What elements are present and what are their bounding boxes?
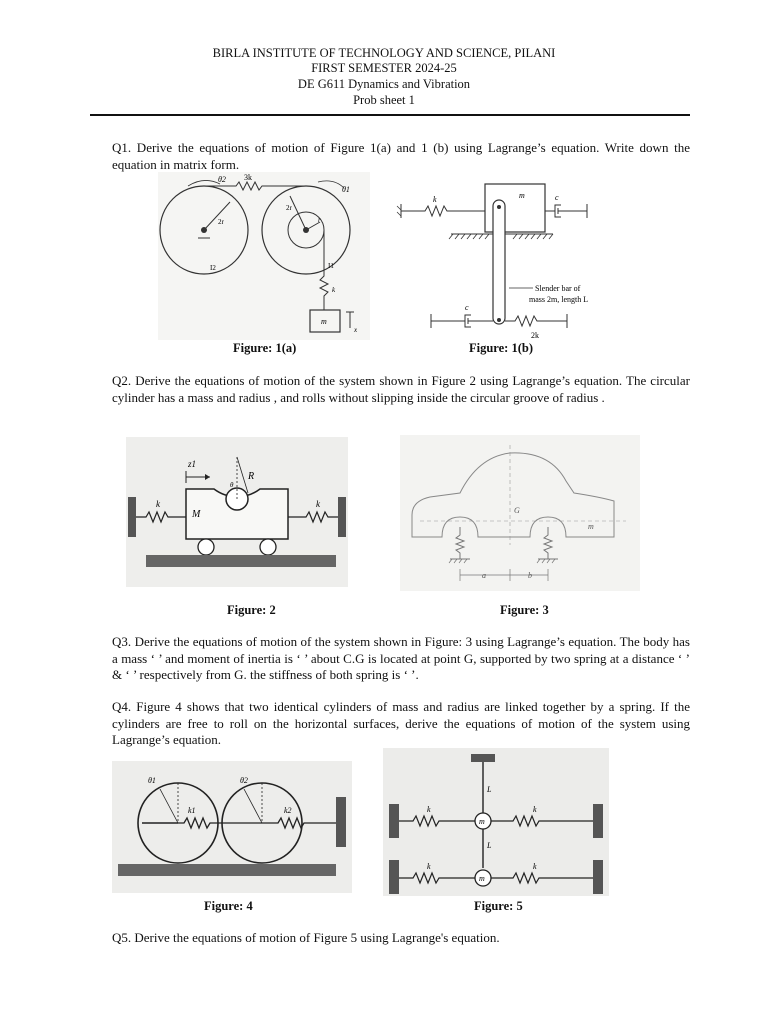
fig5-m-top: m (479, 817, 485, 826)
fig1a-radius-right: 2r (286, 204, 292, 212)
fig1a-x: x (354, 326, 358, 334)
fig4-theta1: θ1 (148, 776, 156, 785)
fig2-k-right: k (316, 499, 320, 509)
sheet-title: Prob sheet 1 (353, 93, 415, 107)
fig1a-k: k (332, 286, 336, 294)
question-4: Q4. Figure 4 shows that two identical cylinders of mass and radius are linked together by a spring. If the cylinders are free to roll on the horizontal surfaces, derive the equations of motion of the system using Lagrange’s equation. (112, 699, 690, 747)
figure-5 (383, 748, 609, 896)
fig3-m: m (588, 522, 594, 531)
fig2-z1: z1 (188, 459, 197, 469)
question-5: Q5. Derive the equations of motion of Figure 5 using Lagrange's equation. (112, 930, 500, 945)
fig5-L-mid: L (487, 841, 492, 850)
caption-figure-3: Figure: 3 (500, 603, 549, 617)
figure-1a (158, 172, 370, 340)
fig4-k2: k2 (284, 806, 292, 815)
fig1b-c-top: c (555, 193, 559, 202)
question-1: Q1. Derive the equations of motion of Figure 1(a) and 1 (b) using Lagrange’s equation. Write down the equation in matrix form. (112, 140, 690, 172)
fig5-k-upper-right: k (533, 805, 537, 814)
header-rule (90, 114, 690, 116)
fig5-k-lower-right: k (533, 862, 537, 871)
fig1a-I1: I1 (328, 262, 334, 270)
fig4-k1: k1 (188, 806, 196, 815)
fig1b-c-bottom: c (465, 303, 469, 312)
fig5-m-bottom: m (479, 874, 485, 883)
question-2: Q2. Derive the equations of motion of the system shown in Figure 2 using Lagrange’s equation. The circular cylinder has a mass and radius , and rolls without slipping inside the circular groove of radius . (112, 373, 690, 405)
question-3: Q3. Derive the equations of motion of the system shown in Figure: 3 using Lagrange’s equation. The body has a mass ‘ ’ and moment of inertia is ‘ ’ about C.G is located at point G, supported by two spring at a distance ‘ ’ & ‘ ’ respectively from G. the stiffness of both spring is ‘ ’. (112, 634, 690, 682)
fig1b-2k: 2k (531, 331, 539, 340)
fig1a-theta1: θ1 (342, 185, 350, 194)
caption-figure-2: Figure: 2 (227, 603, 276, 617)
caption-figure-1b: Figure: 1(b) (469, 341, 533, 355)
fig5-L-top: L (487, 785, 492, 794)
fig5-k-lower-left: k (427, 862, 431, 871)
fig4-theta2: θ2 (240, 776, 248, 785)
caption-figure-5: Figure: 5 (474, 899, 523, 913)
caption-figure-1a: Figure: 1(a) (233, 341, 297, 355)
fig5-k-upper-left: k (427, 805, 431, 814)
fig1a-theta2: θ2 (218, 175, 226, 184)
fig1b-bar-line1: Slender bar of (535, 284, 581, 293)
fig1a-I2: I2 (210, 264, 216, 272)
fig3-a: a (482, 571, 486, 580)
institute-name: BIRLA INSTITUTE OF TECHNOLOGY AND SCIENCE, PILANI (212, 46, 556, 60)
fig2-k-left: k (156, 499, 160, 509)
fig2-theta: θ (230, 481, 234, 489)
fig1a-spring-3k: 3k (244, 173, 252, 182)
fig1a-radius-left: 2r (218, 218, 224, 226)
semester-line: FIRST SEMESTER 2024-25 (311, 61, 457, 75)
fig3-G: G (514, 506, 520, 515)
fig1b-m: m (519, 191, 525, 200)
figure-2 (126, 437, 348, 587)
fig2-M: M (192, 509, 201, 520)
fig1b-bar-line2: mass 2m, length L (529, 295, 589, 304)
caption-figure-4: Figure: 4 (204, 899, 253, 913)
fig1b-k: k (433, 195, 437, 204)
fig1a-inner-r: r (318, 216, 321, 224)
figure-3 (400, 435, 640, 591)
fig1a-m: m (321, 317, 327, 326)
fig2-R: R (248, 471, 255, 482)
figure-4 (112, 761, 352, 893)
figure-1b (395, 178, 590, 343)
fig3-b: b (528, 571, 532, 580)
course-line: DE G611 Dynamics and Vibration (297, 77, 471, 91)
